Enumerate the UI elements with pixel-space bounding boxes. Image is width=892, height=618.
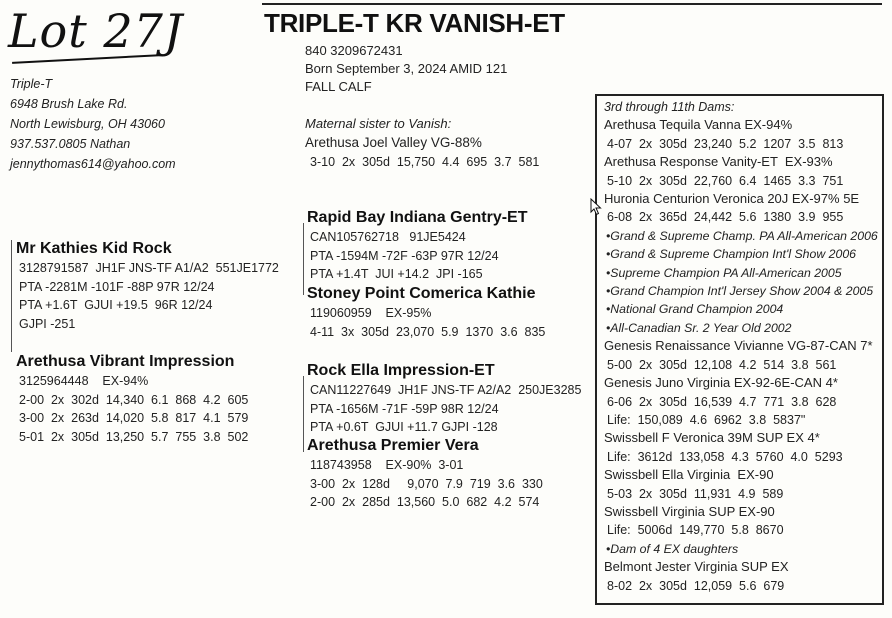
sire-block — [16, 240, 279, 333]
production-record: Life: 5006d 149,770 5.8 8670 — [607, 523, 784, 538]
dam-line: 2-00 2x 302d 14,340 6.1 868 4.2 605 — [19, 392, 249, 407]
sire-line: GJPI -251 — [19, 316, 76, 331]
dams-list — [604, 98, 878, 595]
sire-sire-line: PTA -1594M -72F -63P 97R 12/24 — [310, 248, 499, 263]
dam-dam-block — [307, 437, 543, 512]
sire-dam-name: Stoney Point Comerica Kathie — [307, 285, 536, 302]
dam-sire-line: PTA -1656M -71F -59P 98R 12/24 — [310, 401, 499, 416]
sister-name: Arethusa Joel Valley VG-88% — [305, 135, 482, 150]
production-record: 5-10 2x 305d 22,760 6.4 1465 3.3 751 — [607, 173, 844, 188]
consignor-phone: 937.537.0805 Nathan — [10, 137, 131, 151]
lot-number: Lot 27J — [8, 4, 184, 58]
pedigree-bracket-dam-side — [303, 376, 304, 452]
animal-title: TRIPLE-T KR VANISH-ET — [264, 8, 565, 38]
dam-line: 5-01 2x 305d 13,250 5.7 755 3.8 502 — [19, 429, 249, 444]
registration-number: 840 3209672431 — [305, 43, 403, 58]
dam-sire-line: PTA +0.6T GJUI +11.7 GJPI -128 — [310, 420, 498, 434]
production-record: Life: 150,089 4.6 6962 3.8 5837" — [607, 412, 806, 427]
dam-block — [16, 353, 248, 446]
mouse-cursor-icon — [590, 198, 602, 216]
sire-dam-line: 119060959 EX-95% — [310, 306, 432, 320]
ancestor-dam-name: Huronia Centurion Veronica 20J EX-97% 5E — [604, 191, 860, 207]
dam-sire-block — [307, 362, 581, 437]
consignor-address: 6948 Brush Lake Rd. — [10, 97, 128, 111]
dam-line: 3-00 2x 263d 14,020 5.8 817 4.1 579 — [19, 411, 249, 425]
sire-sire-name: Rapid Bay Indiana Gentry-ET — [307, 209, 528, 226]
title-rule — [262, 3, 882, 5]
sire-name: Mr Kathies Kid Rock — [16, 240, 172, 257]
honor-note: •Grand & Supreme Champ. PA All-American 2006 — [606, 228, 878, 243]
sire-line: 3128791587 JH1F JNS-TF A1/A2 551JE1772 — [19, 261, 279, 275]
pedigree-bracket-sire — [11, 240, 12, 352]
dam-dam-name: Arethusa Premier Vera — [307, 437, 479, 454]
sire-line: PTA +1.6T GJUI +19.5 96R 12/24 — [19, 298, 213, 312]
production-record: 8-02 2x 305d 12,059 5.6 679 — [607, 578, 785, 593]
honor-note: •Supreme Champion PA All-American 2005 — [606, 265, 842, 280]
ancestor-dam-name: Swissbell Virginia SUP EX-90 — [604, 503, 775, 519]
sire-sire-block — [307, 209, 527, 284]
sire-line: PTA -2281M -101F -88P 97R 12/24 — [19, 279, 215, 294]
honor-note: •Grand & Supreme Champion Int'l Show 2006 — [606, 247, 856, 262]
honor-note: •National Grand Champion 2004 — [606, 302, 784, 317]
sister-record: 3-10 2x 305d 15,750 4.4 695 3.7 581 — [310, 155, 540, 169]
ancestor-dam-name: Arethusa Tequila Vanna EX-94% — [604, 117, 793, 133]
dams-heading: 3rd through 11th Dams: — [604, 100, 735, 114]
ancestor-dam-name: Arethusa Response Vanity-ET EX-93% — [604, 154, 833, 170]
consignor-block — [10, 74, 176, 174]
consignor-email[interactable]: jennythomas614@yahoo.com — [10, 157, 176, 171]
pedigree-bracket-sire-side — [303, 223, 304, 295]
sire-sire-line: CAN105762718 91JE5424 — [310, 230, 466, 244]
production-record: Life: 3612d 133,058 4.3 5760 4.0 5293 — [607, 449, 843, 464]
sire-dam-block — [307, 285, 545, 341]
dam-dam-line: 2-00 2x 285d 13,560 5.0 682 4.2 574 — [310, 495, 540, 509]
calf-class: FALL CALF — [305, 79, 372, 94]
production-record: 5-03 2x 305d 11,931 4.9 589 — [607, 486, 784, 501]
ancestor-dam-name: Genesis Renaissance Vivianne VG-87-CAN 7* — [604, 338, 873, 354]
honor-note: •Grand Champion Int'l Jersey Show 2004 & 2005 — [606, 284, 874, 299]
dam-dam-line: 118743958 EX-90% 3-01 — [310, 458, 464, 472]
dam-sire-name: Rock Ella Impression-ET — [307, 362, 495, 379]
dam-line: 3125964448 EX-94% — [19, 374, 149, 388]
animal-info — [305, 42, 507, 96]
production-record: 6-08 2x 365d 24,442 5.6 1380 3.9 955 — [607, 210, 844, 225]
honor-note: •Dam of 4 EX daughters — [606, 541, 739, 556]
dam-dam-line: 3-00 2x 128d 9,070 7.9 719 3.6 330 — [310, 476, 543, 491]
sire-sire-line: PTA +1.4T JUI +14.2 JPI -165 — [310, 267, 483, 281]
honor-note: •All-Canadian Sr. 2 Year Old 2002 — [606, 320, 792, 335]
ancestor-dam-name: Belmont Jester Virginia SUP EX — [604, 559, 789, 575]
consignor-city: North Lewisburg, OH 43060 — [10, 117, 165, 131]
sister-heading: Maternal sister to Vanish: — [305, 116, 452, 131]
production-record: 4-07 2x 305d 23,240 5.2 1207 3.5 813 — [607, 136, 844, 151]
consignor-name: Triple-T — [10, 77, 53, 91]
birth-date: Born September 3, 2024 AMID 121 — [305, 61, 508, 76]
ancestor-dam-name: Swissbell F Veronica 39M SUP EX 4* — [604, 430, 820, 446]
production-record: 6-06 2x 305d 16,539 4.7 771 3.8 628 — [607, 394, 837, 409]
dam-name: Arethusa Vibrant Impression — [16, 353, 235, 370]
production-record: 5-00 2x 305d 12,108 4.2 514 3.8 561 — [607, 357, 837, 372]
dam-sire-line: CAN11227649 JH1F JNS-TF A2/A2 250JE3285 — [310, 383, 582, 397]
sire-dam-line: 4-11 3x 305d 23,070 5.9 1370 3.6 835 — [310, 324, 546, 339]
ancestor-dam-name: Swissbell Ella Virginia EX-90 — [604, 467, 774, 483]
ancestor-dam-name: Genesis Juno Virginia EX-92-6E-CAN 4* — [604, 375, 838, 391]
